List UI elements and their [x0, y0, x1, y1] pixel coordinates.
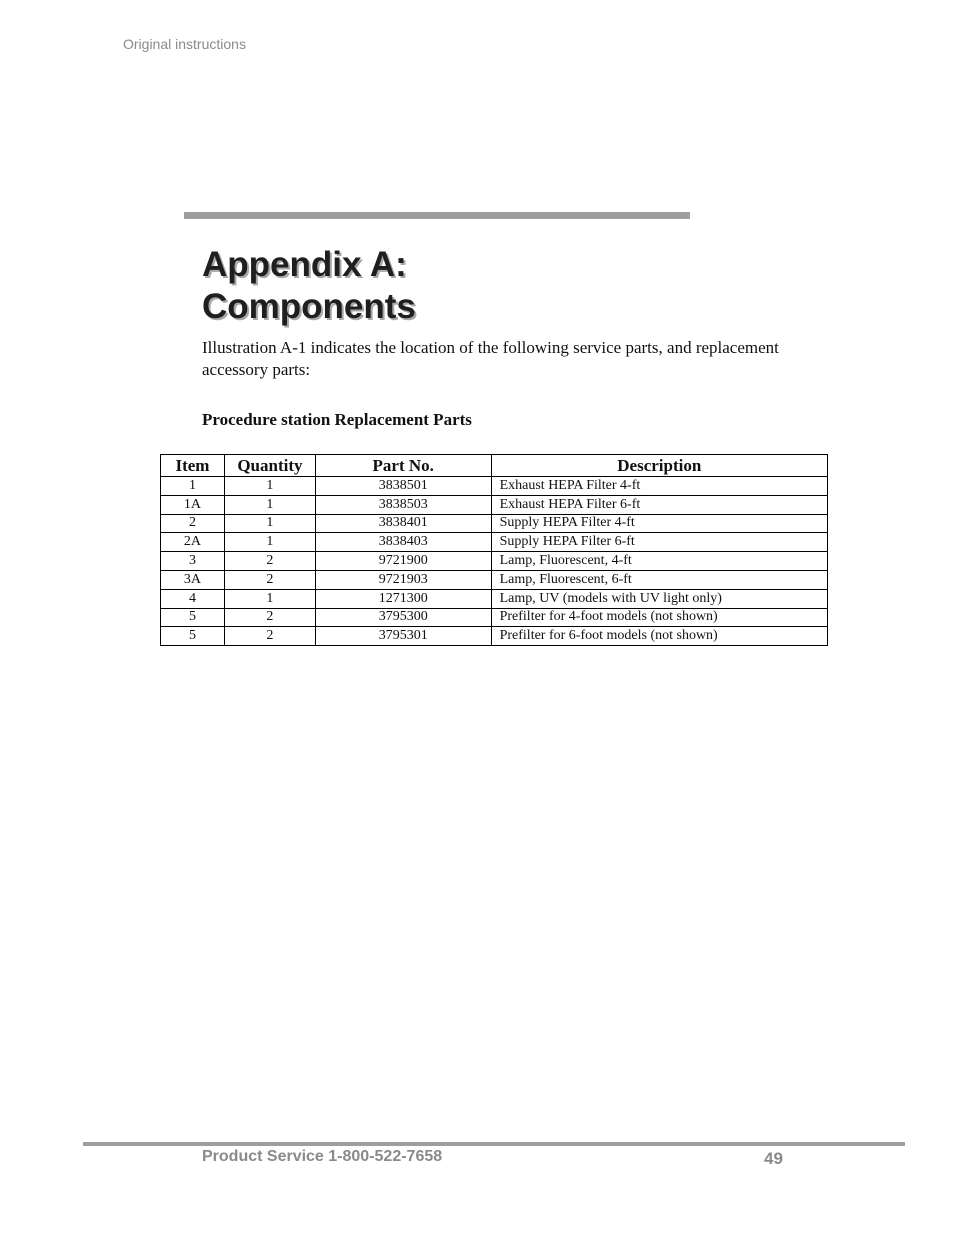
- description-cell: Lamp, Fluorescent, 4-ft: [491, 552, 827, 571]
- table-row: [161, 570, 828, 589]
- footer-service-line: Product Service 1-800-522-7658: [202, 1148, 443, 1165]
- top-divider: [184, 212, 690, 219]
- quantity-cell: 1: [224, 514, 315, 533]
- column-header-part-no: Part No.: [315, 455, 491, 477]
- item-cell: 2A: [161, 533, 225, 552]
- item-cell: 3: [161, 552, 225, 571]
- description-cell: Prefilter for 4-foot models (not shown): [491, 608, 827, 627]
- page-number: 49: [764, 1149, 783, 1168]
- part-no-cell: 3795301: [315, 627, 491, 646]
- column-header-quantity: Quantity: [224, 455, 315, 477]
- page-title-line-1: Appendix A:: [202, 245, 407, 284]
- footer-divider: [83, 1142, 905, 1146]
- part-no-cell: 1271300: [315, 589, 491, 608]
- table-row: [161, 495, 828, 514]
- table-row: [161, 608, 828, 627]
- quantity-cell: 2: [224, 608, 315, 627]
- table-row: [161, 589, 828, 608]
- table-row: [161, 552, 828, 571]
- parts-table: [160, 454, 828, 646]
- description-cell: Exhaust HEPA Filter 4-ft: [491, 477, 827, 496]
- item-cell: 1: [161, 477, 225, 496]
- part-no-cell: 3838501: [315, 477, 491, 496]
- description-cell: Lamp, Fluorescent, 6-ft: [491, 570, 827, 589]
- item-cell: 4: [161, 589, 225, 608]
- header-note: Original instructions: [123, 36, 246, 52]
- table-header-row: [161, 455, 828, 477]
- page-title-line-2: Components: [202, 287, 416, 326]
- quantity-cell: 2: [224, 570, 315, 589]
- section-heading: Procedure station Replacement Parts: [202, 410, 472, 429]
- description-cell: Lamp, UV (models with UV light only): [491, 589, 827, 608]
- part-no-cell: 3838401: [315, 514, 491, 533]
- description-cell: Supply HEPA Filter 6-ft: [491, 533, 827, 552]
- column-header-item: Item: [161, 455, 225, 477]
- table-row: [161, 627, 828, 646]
- quantity-cell: 2: [224, 552, 315, 571]
- item-cell: 5: [161, 627, 225, 646]
- intro-paragraph: Illustration A-1 indicates the location of the following service parts, and replacement accessory parts:: [202, 338, 779, 379]
- description-cell: Supply HEPA Filter 4-ft: [491, 514, 827, 533]
- quantity-cell: 2: [224, 627, 315, 646]
- part-no-cell: 9721903: [315, 570, 491, 589]
- table-row: [161, 533, 828, 552]
- quantity-cell: 1: [224, 495, 315, 514]
- part-no-cell: 9721900: [315, 552, 491, 571]
- part-no-cell: 3795300: [315, 608, 491, 627]
- table-row: [161, 477, 828, 496]
- quantity-cell: 1: [224, 533, 315, 552]
- description-cell: Exhaust HEPA Filter 6-ft: [491, 495, 827, 514]
- part-no-cell: 3838403: [315, 533, 491, 552]
- part-no-cell: 3838503: [315, 495, 491, 514]
- description-cell: Prefilter for 6-foot models (not shown): [491, 627, 827, 646]
- quantity-cell: 1: [224, 477, 315, 496]
- quantity-cell: 1: [224, 589, 315, 608]
- table-row: [161, 514, 828, 533]
- item-cell: 5: [161, 608, 225, 627]
- item-cell: 3A: [161, 570, 225, 589]
- item-cell: 2: [161, 514, 225, 533]
- item-cell: 1A: [161, 495, 225, 514]
- page-title: [202, 244, 416, 328]
- column-header-description: Description: [491, 455, 827, 477]
